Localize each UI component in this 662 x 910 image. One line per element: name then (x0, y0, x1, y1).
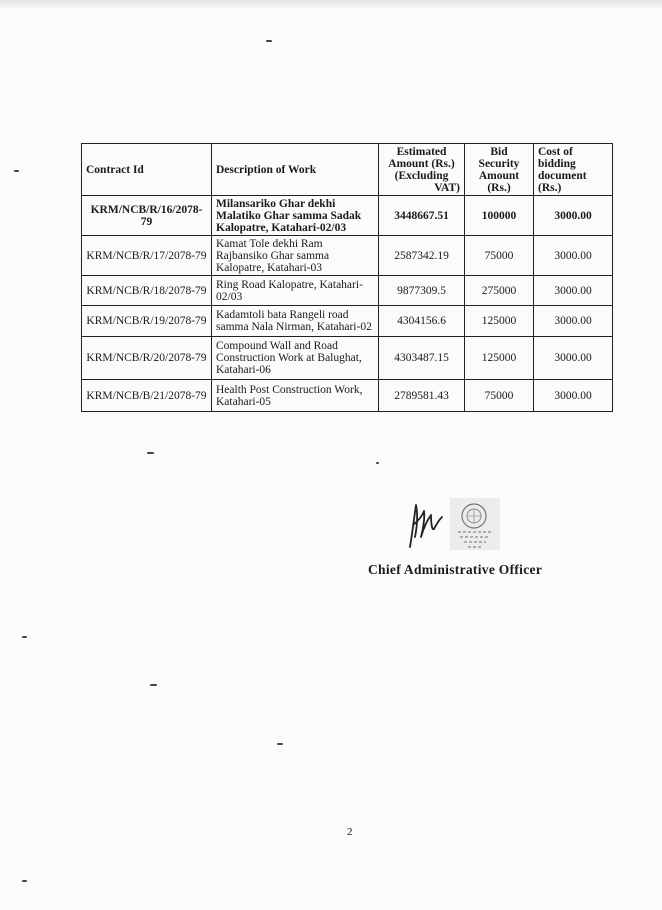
table-row (82, 380, 613, 412)
table-row (82, 276, 613, 306)
description-cell: Kamat Tole dekhi Ram Rajbansiko Ghar samma Kalopatre, Katahari-03 (212, 236, 379, 276)
contract-id-cell: KRM/NCB/R/16/2078-79 (82, 196, 212, 236)
contract-id-cell: KRM/NCB/B/21/2078-79 (82, 380, 212, 412)
scan-edge-shadow (0, 0, 662, 10)
scan-speck (147, 452, 154, 454)
contract-id-cell: KRM/NCB/R/17/2078-79 (82, 236, 212, 276)
description-cell: Milansariko Ghar dekhi Malatiko Ghar samma Sadak Kalopatre, Katahari-02/03 (212, 196, 379, 236)
bid-security-cell: 75000 (465, 380, 534, 412)
scan-speck (22, 880, 27, 882)
table-header-row (82, 144, 613, 196)
header-estimated-amount: Estimated Amount (Rs.) (Excluding VAT) (379, 144, 465, 196)
scan-speck (150, 684, 157, 686)
estimated-amount-cell: 2587342.19 (379, 236, 465, 276)
scan-speck (277, 743, 283, 745)
header-description: Description of Work (212, 144, 379, 196)
header-cost-of-document: Cost of bidding document (Rs.) (534, 144, 613, 196)
estimated-amount-cell: 2789581.43 (379, 380, 465, 412)
bid-security-cell: 100000 (465, 196, 534, 236)
table-row (82, 236, 613, 276)
cost-cell: 3000.00 (534, 236, 613, 276)
scan-speck (266, 40, 272, 42)
cost-cell: 3000.00 (534, 337, 613, 380)
table-row (82, 306, 613, 337)
estimated-amount-cell: 3448667.51 (379, 196, 465, 236)
signatory-title: Chief Administrative Officer (368, 562, 543, 577)
cost-cell: 3000.00 (534, 276, 613, 306)
page-number: 2 (347, 826, 353, 838)
description-cell: Health Post Construction Work, Katahari-05 (212, 380, 379, 412)
contract-id-cell: KRM/NCB/R/20/2078-79 (82, 337, 212, 380)
scan-speck (22, 636, 27, 638)
description-cell: Kadamtoli bata Rangeli road samma Nala Nirman, Katahari-02 (212, 306, 379, 337)
bid-security-cell: 125000 (465, 306, 534, 337)
scan-speck (376, 462, 379, 464)
bid-security-cell: 75000 (465, 236, 534, 276)
scan-speck (14, 170, 19, 172)
cost-cell: 3000.00 (534, 380, 613, 412)
bid-security-cell: 275000 (465, 276, 534, 306)
cost-cell: 3000.00 (534, 306, 613, 337)
description-cell: Ring Road Kalopatre, Katahari-02/03 (212, 276, 379, 306)
description-cell: Compound Wall and Road Construction Work at Balughat, Katahari-06 (212, 337, 379, 380)
cost-cell: 3000.00 (534, 196, 613, 236)
contracts-table (81, 143, 613, 412)
header-contract-id: Contract Id (82, 144, 212, 196)
table-row (82, 337, 613, 380)
estimated-amount-cell: 9877309.5 (379, 276, 465, 306)
bid-security-cell: 125000 (465, 337, 534, 380)
office-seal (450, 498, 500, 550)
estimated-amount-cell: 4304156.6 (379, 306, 465, 337)
contract-id-cell: KRM/NCB/R/19/2078-79 (82, 306, 212, 337)
header-bid-security: Bid Security Amount (Rs.) (465, 144, 534, 196)
estimated-amount-cell: 4303487.15 (379, 337, 465, 380)
contract-id-cell: KRM/NCB/R/18/2078-79 (82, 276, 212, 306)
table-row (82, 196, 613, 236)
signature-mark (404, 497, 444, 549)
